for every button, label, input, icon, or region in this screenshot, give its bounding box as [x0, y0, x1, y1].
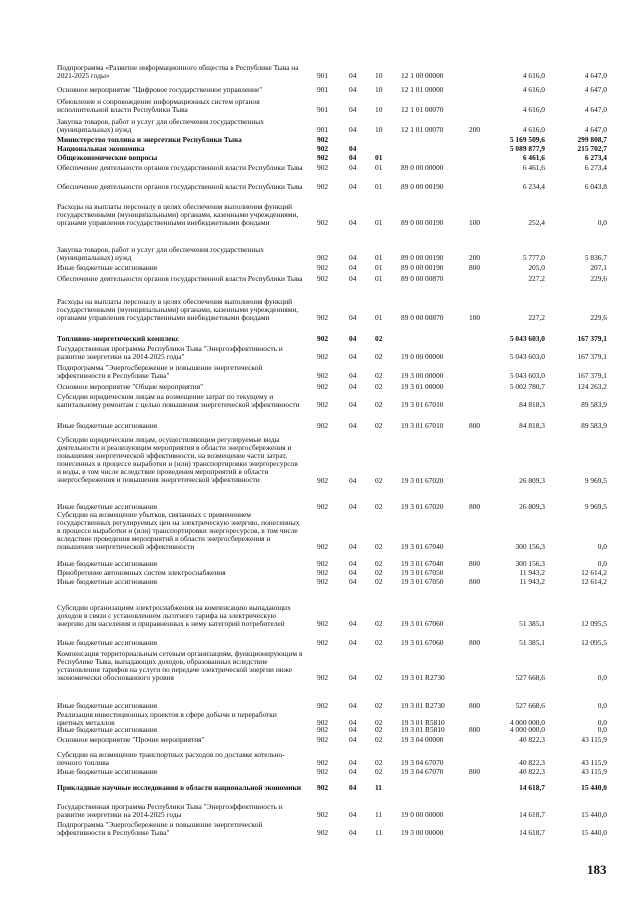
row-description: Закупка товаров, работ и услуг для обеспечения государственных (муниципальных) нужд	[57, 245, 264, 263]
row-gov-code: 901	[317, 71, 329, 81]
row-expense-type: 200	[469, 125, 481, 135]
row-target-article: 89 0 00 00190	[401, 253, 444, 263]
row-description: Иные бюджетные ассигнования	[57, 767, 158, 776]
row-description: Министерство топлива и энергетики Республики Тыва	[57, 135, 242, 144]
row-section: 04	[349, 163, 357, 172]
row-target-article: 19 3 01 R5810	[401, 718, 445, 728]
row-target-article: 12 1 01 00070	[401, 105, 444, 115]
row-amount-second: 15 440,0	[581, 783, 607, 792]
row-amount-first: 4 616,0	[522, 105, 545, 115]
row-section: 04	[349, 758, 357, 768]
row-target-article: 12 1 01 00070	[401, 125, 444, 135]
row-amount-second: 215 702,7	[577, 144, 607, 153]
row-target-article: 19 0 00 00000	[401, 810, 444, 820]
row-amount-second: 5 836,7	[584, 253, 607, 263]
row-amount-second: 89 583,9	[581, 400, 607, 410]
row-amount-first: 14 618,7	[519, 828, 545, 838]
row-section: 04	[349, 810, 357, 820]
row-section: 04	[349, 718, 357, 728]
row-gov-code: 902	[317, 701, 329, 710]
row-gov-code: 902	[317, 783, 329, 792]
row-expense-type: 800	[469, 559, 481, 568]
row-amount-second: 12 095,5	[581, 619, 607, 629]
row-amount-first: 300 156,3	[515, 542, 545, 552]
row-subsection: 11	[375, 783, 382, 792]
row-description: Прикладные научные исследования в области национальной экономики	[57, 783, 302, 792]
row-subsection: 02	[375, 619, 383, 629]
row-amount-first: 252,4	[528, 218, 545, 228]
row-section: 04	[349, 568, 357, 577]
row-amount-first: 5 002 780,7	[509, 382, 545, 391]
row-description: Обеспечение деятельности органов государственной власти Республики Тыва	[57, 274, 303, 283]
row-amount-second: 15 440,0	[581, 828, 607, 838]
row-amount-first: 4 000 000,0	[509, 718, 545, 728]
row-amount-first: 14 618,7	[519, 810, 545, 820]
row-subsection: 01	[375, 163, 383, 172]
row-description: Расходы на выплаты персоналу в целях обеспечения выполнения функций государственными (муниципальными) органами, казенными учреждениями, органами управления государственными внебюджетными фондами	[57, 297, 299, 323]
row-target-article: 19 3 01 67010	[401, 400, 444, 410]
row-target-article: 19 3 01 R2730	[401, 673, 445, 683]
row-section: 04	[349, 153, 357, 162]
row-section: 04	[349, 71, 357, 81]
row-description: Субсидии юридическим лицам на возмещение затрат по текущему и капитальному ремонтам с целью повышения энергетической эффективности	[57, 392, 300, 410]
row-gov-code: 902	[317, 673, 329, 683]
row-amount-first: 11 943,2	[519, 568, 545, 577]
row-gov-code: 902	[317, 828, 329, 838]
row-gov-code: 902	[317, 767, 329, 776]
row-description: Иные бюджетные ассигнования	[57, 638, 158, 647]
row-description: Иные бюджетные ассигнования	[57, 502, 158, 511]
row-subsection: 02	[375, 701, 383, 710]
row-gov-code: 902	[317, 352, 329, 362]
row-expense-type: 800	[469, 263, 481, 272]
row-amount-second: 6 273,4	[584, 163, 607, 172]
row-gov-code: 902	[317, 810, 329, 820]
row-amount-second: 12 614,2	[581, 568, 607, 577]
row-description: Закупка товаров, работ и услуг для обеспечения государственных (муниципальных) нужд	[57, 117, 264, 135]
row-target-article: 19 3 04 67070	[401, 758, 444, 768]
row-amount-second: 167 379,1	[577, 371, 607, 381]
row-target-article: 19 3 01 67040	[401, 542, 444, 552]
row-amount-first: 4 000 000,0	[509, 725, 545, 734]
row-gov-code: 902	[317, 542, 329, 552]
row-target-article: 19 3 00 00000	[401, 371, 444, 381]
row-section: 04	[349, 701, 357, 710]
row-gov-code: 902	[317, 253, 329, 263]
row-amount-first: 527 668,6	[515, 673, 545, 683]
row-description: Основное мероприятие "Общие мероприятия"	[57, 382, 204, 391]
row-subsection: 02	[375, 371, 383, 381]
row-amount-second: 0,0	[597, 218, 607, 228]
row-subsection: 02	[375, 542, 383, 552]
row-gov-code: 902	[317, 382, 329, 391]
row-target-article: 19 3 04 67070	[401, 767, 444, 776]
row-amount-second: 6 273,4	[584, 153, 607, 162]
row-amount-first: 6 461,6	[522, 163, 545, 172]
row-amount-first: 5 043 603,0	[509, 334, 545, 343]
row-description: Общеэкономические вопросы	[57, 153, 158, 162]
row-amount-first: 26 809,3	[519, 475, 545, 485]
row-section: 04	[349, 125, 357, 135]
row-gov-code: 902	[317, 475, 329, 485]
row-subsection: 02	[375, 559, 383, 568]
row-amount-first: 26 809,3	[519, 502, 545, 511]
row-target-article: 19 3 01 67040	[401, 559, 444, 568]
row-description: Приобретение автономных систем электроснабжения	[57, 568, 226, 577]
row-amount-first: 40 822,3	[519, 735, 545, 744]
row-section: 04	[349, 334, 357, 343]
row-expense-type: 800	[469, 725, 481, 734]
row-amount-first: 51 385,1	[519, 619, 545, 629]
row-amount-first: 5 089 877,9	[509, 144, 545, 153]
row-gov-code: 902	[317, 263, 329, 272]
row-description: Иные бюджетные ассигнования	[57, 263, 158, 272]
row-gov-code: 902	[317, 313, 329, 323]
row-description: Подпрограмма "Энергосбережение и повышение энергетической эффективности в Республике Тыва"	[57, 363, 263, 381]
row-gov-code: 902	[317, 218, 329, 228]
row-target-article: 19 3 01 67060	[401, 638, 444, 647]
row-amount-second: 229,6	[590, 313, 607, 323]
row-gov-code: 902	[317, 725, 329, 734]
row-amount-first: 84 818,3	[519, 421, 545, 430]
row-gov-code: 902	[317, 334, 329, 343]
row-description: Обеспечение деятельности органов государственной власти Республики Тыва	[57, 182, 303, 191]
row-description: Подпрограмма «Развитие информационного общества в Республике Тыва на 2021-2025 годы»	[57, 63, 299, 81]
row-description: Иные бюджетные ассигнования	[57, 559, 158, 568]
row-target-article: 19 3 01 67050	[401, 577, 444, 586]
row-amount-first: 227,2	[528, 313, 545, 323]
page-number: 183	[587, 862, 607, 877]
row-gov-code: 902	[317, 502, 329, 511]
row-target-article: 19 3 00 00000	[401, 828, 444, 838]
row-target-article: 19 3 01 67020	[401, 475, 444, 485]
row-section: 04	[349, 767, 357, 776]
row-section: 04	[349, 313, 357, 323]
row-section: 04	[349, 382, 357, 391]
row-amount-second: 0,0	[597, 559, 607, 568]
row-expense-type: 800	[469, 502, 481, 511]
row-description: Иные бюджетные ассигнования	[57, 701, 158, 710]
row-subsection: 10	[375, 125, 383, 135]
row-amount-first: 4 616,0	[522, 71, 545, 81]
row-subsection: 02	[375, 673, 383, 683]
row-amount-second: 6 043,8	[584, 182, 607, 191]
row-amount-second: 43 115,9	[581, 735, 607, 744]
row-subsection: 10	[375, 85, 383, 94]
row-subsection: 01	[375, 182, 383, 191]
row-target-article: 19 3 01 67020	[401, 502, 444, 511]
row-section: 04	[349, 735, 357, 744]
row-amount-second: 4 647,0	[584, 85, 607, 94]
row-subsection: 02	[375, 767, 383, 776]
row-gov-code: 901	[317, 105, 329, 115]
row-expense-type: 800	[469, 767, 481, 776]
row-description: Государственная программа Республики Тыва "Энергоэффективность и развитие энергетики на 2014-2025 годы"	[57, 344, 283, 362]
row-amount-second: 0,0	[597, 673, 607, 683]
row-target-article: 19 3 01 R2730	[401, 701, 445, 710]
row-amount-second: 167 379,1	[577, 352, 607, 362]
row-amount-second: 0,0	[597, 718, 607, 728]
row-section: 04	[349, 274, 357, 283]
row-description: Субсидии организациям электроснабжения на компенсацию выпадающих доходов в связи с установлением льготного тарифа на электрическую энергию для населения и приравненных к нему категорий потребителей	[57, 603, 291, 629]
row-subsection: 02	[375, 400, 383, 410]
row-amount-first: 4 616,0	[522, 125, 545, 135]
row-expense-type: 800	[469, 577, 481, 586]
row-subsection: 02	[375, 758, 383, 768]
row-amount-second: 9 969,5	[584, 475, 607, 485]
row-expense-type: 200	[469, 253, 481, 263]
row-description: Топливно-энергетический комплекс	[57, 334, 179, 343]
row-gov-code: 902	[317, 371, 329, 381]
row-expense-type: 100	[469, 313, 481, 323]
row-amount-first: 205,0	[528, 263, 545, 272]
row-target-article: 89 0 00 00190	[401, 182, 444, 191]
row-target-article: 19 3 01 67060	[401, 619, 444, 629]
row-amount-first: 5 777,0	[522, 253, 545, 263]
row-description: Основное мероприятие "Прочие мероприятия"	[57, 735, 205, 744]
row-section: 04	[349, 475, 357, 485]
row-subsection: 01	[375, 253, 383, 263]
row-amount-second: 89 583,9	[581, 421, 607, 430]
row-amount-first: 227,2	[528, 274, 545, 283]
row-subsection: 02	[375, 735, 383, 744]
row-subsection: 02	[375, 421, 383, 430]
row-target-article: 19 3 01 67050	[401, 568, 444, 577]
row-gov-code: 902	[317, 559, 329, 568]
row-target-article: 19 3 01 67010	[401, 421, 444, 430]
row-expense-type: 800	[469, 638, 481, 647]
row-description: Обеспечение деятельности органов государственной власти Республики Тыва	[57, 163, 303, 172]
row-section: 04	[349, 619, 357, 629]
row-amount-first: 4 616,0	[522, 85, 545, 94]
row-section: 04	[349, 85, 357, 94]
row-subsection: 02	[375, 334, 383, 343]
row-amount-first: 6 234,4	[522, 182, 545, 191]
row-expense-type: 800	[469, 701, 481, 710]
row-target-article: 12 1 01 00000	[401, 85, 444, 94]
row-section: 04	[349, 638, 357, 647]
row-amount-second: 4 647,0	[584, 105, 607, 115]
row-amount-second: 43 115,9	[581, 767, 607, 776]
row-gov-code: 902	[317, 577, 329, 586]
row-amount-first: 6 461,6	[522, 153, 545, 162]
row-subsection: 02	[375, 718, 383, 728]
row-subsection: 01	[375, 274, 383, 283]
row-subsection: 02	[375, 475, 383, 485]
row-gov-code: 901	[317, 85, 329, 94]
row-subsection: 01	[375, 263, 383, 272]
row-amount-second: 124 263,2	[577, 382, 607, 391]
row-target-article: 89 0 00 00000	[401, 163, 444, 172]
row-amount-second: 207,1	[590, 263, 607, 272]
row-target-article: 89 0 00 00190	[401, 263, 444, 272]
row-gov-code: 902	[317, 718, 329, 728]
row-subsection: 02	[375, 638, 383, 647]
row-description: Иные бюджетные ассигнования	[57, 421, 158, 430]
row-subsection: 11	[375, 810, 383, 820]
row-amount-second: 4 647,0	[584, 71, 607, 81]
row-description: Расходы на выплаты персоналу в целях обеспечения выполнения функций государственными (муниципальными) органами, казенными учреждениями, органами управления государственными внебюджетными фондами	[57, 202, 299, 228]
row-section: 04	[349, 421, 357, 430]
row-gov-code: 902	[317, 735, 329, 744]
row-amount-first: 527 668,6	[515, 701, 545, 710]
row-subsection: 01	[375, 313, 383, 323]
row-section: 04	[349, 673, 357, 683]
row-amount-first: 300 156,3	[515, 559, 545, 568]
row-gov-code: 902	[317, 182, 329, 191]
row-subsection: 02	[375, 568, 383, 577]
row-gov-code: 902	[317, 421, 329, 430]
row-gov-code: 902	[317, 638, 329, 647]
row-gov-code: 902	[317, 274, 329, 283]
row-description: Реализация инвестиционных проектов в сфере добычи и переработки цветных металлов	[57, 710, 277, 728]
row-section: 04	[349, 371, 357, 381]
row-section: 04	[349, 263, 357, 272]
row-gov-code: 902	[317, 758, 329, 768]
row-expense-type: 100	[469, 218, 481, 228]
row-subsection: 01	[375, 218, 383, 228]
row-section: 04	[349, 182, 357, 191]
row-amount-second: 43 115,9	[581, 758, 607, 768]
row-gov-code: 901	[317, 125, 329, 135]
row-section: 04	[349, 105, 357, 115]
row-section: 04	[349, 400, 357, 410]
row-section: 04	[349, 725, 357, 734]
row-section: 04	[349, 144, 357, 153]
row-amount-second: 4 647,0	[584, 125, 607, 135]
row-amount-first: 40 822,3	[519, 767, 545, 776]
row-amount-second: 299 808,7	[577, 135, 607, 144]
row-amount-second: 0,0	[597, 542, 607, 552]
row-target-article: 89 0 00 00190	[401, 218, 444, 228]
row-amount-second: 15 440,0	[581, 810, 607, 820]
row-description: Основное мероприятие "Цифровое государственное управление"	[57, 85, 263, 94]
row-amount-second: 0,0	[597, 701, 607, 710]
row-expense-type: 800	[469, 421, 481, 430]
row-amount-second: 229,6	[590, 274, 607, 283]
row-subsection: 02	[375, 352, 383, 362]
row-amount-second: 9 969,5	[584, 502, 607, 511]
row-section: 04	[349, 542, 357, 552]
row-section: 04	[349, 253, 357, 263]
row-gov-code: 902	[317, 163, 329, 172]
row-description: Субсидии юридическим лицам, осуществляющим регулируемые виды деятельности и реализующим мероприятия в области энергосбережения и повышения энергетической эффективности, на возмещение части затрат, понесенных в процессе выработки и (или) транспортировки энергоресурсов и воды, в том числе вследствие проведения мероприятий в области энергосбережения и повышения энергетической эффективности	[57, 435, 298, 485]
row-description: Подпрограмма "Энергосбережение и повышение энергетической эффективности в Республике Тыва"	[57, 820, 263, 838]
row-amount-second: 12 095,5	[581, 638, 607, 647]
row-subsection: 02	[375, 577, 383, 586]
row-subsection: 10	[375, 71, 383, 81]
row-subsection: 10	[375, 105, 383, 115]
row-description: Иные бюджетные ассигнования	[57, 725, 158, 734]
row-target-article: 19 3 01 R5810	[401, 725, 445, 734]
row-description: Иные бюджетные ассигнования	[57, 577, 158, 586]
row-amount-first: 5 169 509,6	[509, 135, 545, 144]
row-description: Субсидии на возмещение транспортных расходов по доставке котельно-печного топлива	[57, 750, 285, 768]
row-section: 04	[349, 577, 357, 586]
row-target-article: 12 1 00 00000	[401, 71, 444, 81]
row-subsection: 01	[375, 153, 383, 162]
row-section: 04	[349, 783, 357, 792]
row-description: Национальная экономика	[57, 144, 145, 153]
row-description: Государственная программа Республики Тыва "Энергоэффективность и развитие энергетики на 2014-2025 годы	[57, 802, 283, 820]
row-description: Обновление и сопровождение информационных систем органов исполнительной власти Республики Тыва	[57, 97, 260, 115]
row-section: 04	[349, 218, 357, 228]
row-gov-code: 902	[317, 144, 329, 153]
row-amount-first: 5 043 603,0	[509, 371, 545, 381]
row-subsection: 02	[375, 725, 383, 734]
row-amount-second: 12 614,2	[581, 577, 607, 586]
row-gov-code: 902	[317, 135, 329, 144]
row-section: 04	[349, 828, 357, 838]
row-section: 04	[349, 502, 357, 511]
row-target-article: 89 0 00 00870	[401, 274, 444, 283]
row-target-article: 19 0 00 00000	[401, 352, 444, 362]
row-subsection: 11	[375, 828, 383, 838]
row-section: 04	[349, 352, 357, 362]
row-target-article: 89 0 00 00870	[401, 313, 444, 323]
row-gov-code: 902	[317, 153, 329, 162]
row-description: Компенсация территориальным сетевым организациям, функционирующим в Республике Тыва, выпадающих доходов, образованных вследствие установления тарифов на услуги по передаче электрической энергии ниже экономически обоснованного уровня	[57, 649, 303, 683]
row-amount-first: 51 385,1	[519, 638, 545, 647]
row-amount-first: 5 043 603,0	[509, 352, 545, 362]
row-gov-code: 902	[317, 568, 329, 577]
row-amount-first: 11 943,2	[519, 577, 545, 586]
row-amount-second: 0,0	[597, 725, 607, 734]
row-description: Субсидии на возмещение убытков, связанных с применением государственных регулируемых цен на электрическую энергию, понесенных в процессе выработки и (или) транспортировки энергоресурсов, в том числе вследствие проведения мероприятий в области энергосбережения и повышения энергетической эффективности	[57, 510, 300, 552]
row-target-article: 19 3 01 00000	[401, 382, 444, 391]
row-subsection: 02	[375, 502, 383, 511]
row-amount-first: 40 822,3	[519, 758, 545, 768]
row-target-article: 19 3 04 00000	[401, 735, 444, 744]
row-gov-code: 902	[317, 619, 329, 629]
row-gov-code: 902	[317, 400, 329, 410]
row-subsection: 02	[375, 382, 383, 391]
row-amount-second: 167 379,1	[577, 334, 607, 343]
row-amount-first: 84 818,3	[519, 400, 545, 410]
row-section: 04	[349, 559, 357, 568]
row-amount-first: 14 618,7	[519, 783, 545, 792]
